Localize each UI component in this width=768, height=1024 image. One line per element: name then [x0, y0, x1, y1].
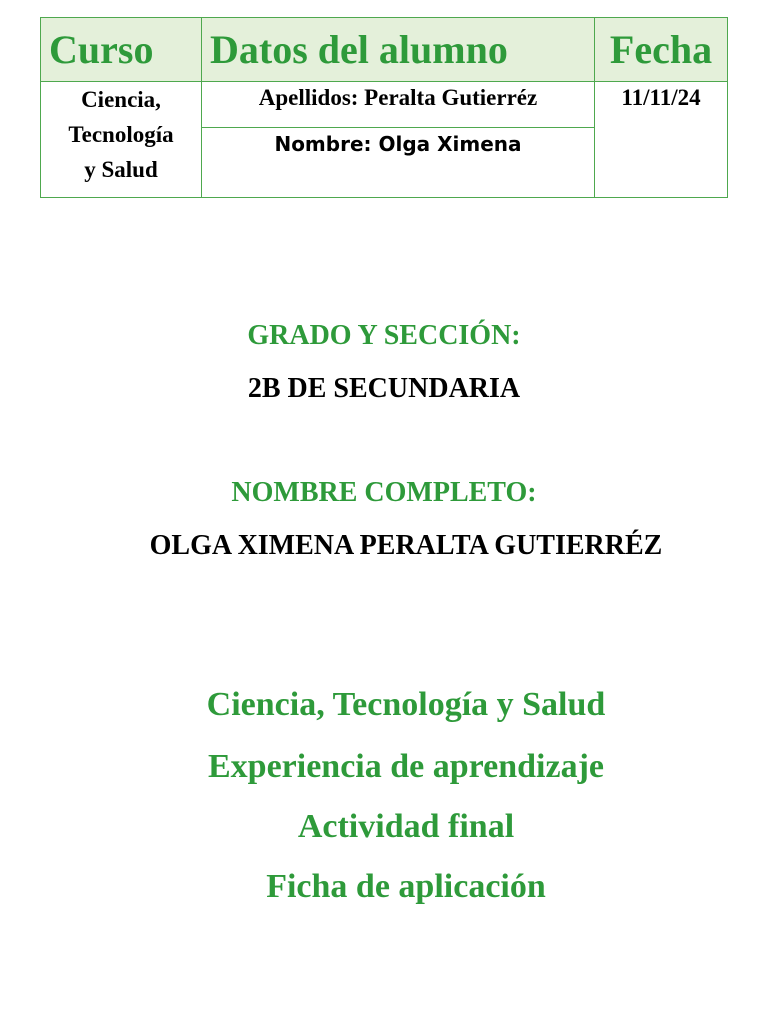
course-line: Ciencia, — [81, 87, 161, 112]
full-name-label: NOMBRE COMPLETO: — [231, 477, 537, 508]
full-name-value: OLGA XIMENA PERALTA GUTIERRÉZ — [149, 530, 663, 561]
grade-section-label: GRADO Y SECCIÓN: — [247, 320, 521, 351]
course-cell — [41, 82, 202, 198]
course-line: Tecnología — [68, 122, 174, 147]
grade-section-value: 2B DE SECUNDARIA — [247, 373, 521, 404]
worksheet-title: Ficha de aplicación — [266, 868, 546, 905]
date-cell: 11/11/24 — [595, 82, 728, 198]
apellidos-cell: Apellidos: Peralta Gutierréz — [202, 82, 595, 128]
activity-title: Actividad final — [297, 808, 515, 845]
experience-title: Experiencia de aprendizaje — [208, 748, 604, 785]
nombre-cell: Nombre: Olga Ximena — [202, 128, 595, 198]
student-info-table — [40, 17, 728, 198]
course-title: Ciencia, Tecnología y Salud — [206, 686, 606, 723]
header-date: Fecha — [595, 18, 728, 82]
course-line: y Salud — [84, 157, 158, 182]
header-course: Curso — [41, 18, 202, 82]
header-student-data: Datos del alumno — [202, 18, 595, 82]
